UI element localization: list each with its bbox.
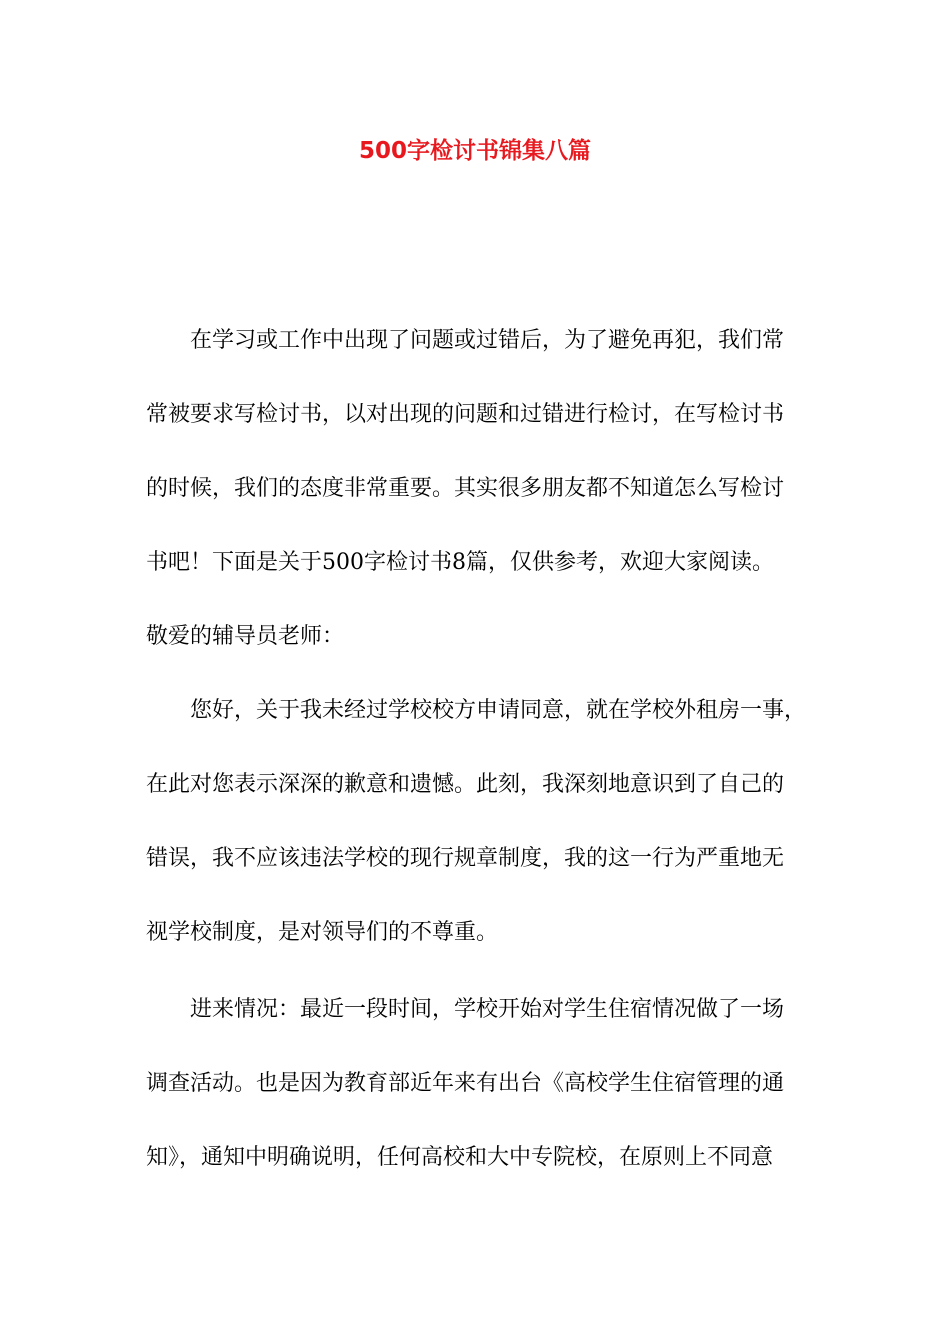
paragraph-line: 进来情况：最近一段时间，学校开始对学生住宿情况做了一场 bbox=[190, 997, 785, 1022]
paragraph-line: 书吧！下面是关于500字检讨书8篇，仅供参考，欢迎大家阅读。 bbox=[146, 550, 774, 575]
paragraph-line: 在此对您表示深深的歉意和遗憾。此刻，我深刻地意识到了自己的 bbox=[146, 772, 785, 797]
document-title: 500字检讨书锦集八篇 bbox=[358, 138, 591, 164]
paragraph-line: 的时候，我们的态度非常重要。其实很多朋友都不知道怎么写检讨 bbox=[146, 476, 785, 501]
paragraph-line: 视学校制度，是对领导们的不尊重。 bbox=[146, 920, 499, 945]
salutation-line: 敬爱的辅导员老师： bbox=[146, 624, 345, 649]
paragraph-line: 您好，关于我未经过学校校方申请同意，就在学校外租房一事， bbox=[190, 698, 807, 723]
paragraph-line: 常被要求写检讨书，以对出现的问题和过错进行检讨，在写检讨书 bbox=[146, 402, 785, 427]
paragraph-line: 错误，我不应该违法学校的现行规章制度，我的这一行为严重地无 bbox=[146, 846, 785, 871]
paragraph-line: 在学习或工作中出现了问题或过错后，为了避免再犯，我们常 bbox=[190, 328, 785, 353]
paragraph-line: 调查活动。也是因为教育部近年来有出台《高校学生住宿管理的通 bbox=[146, 1071, 785, 1096]
paragraph-line: 知》，通知中明确说明，任何高校和大中专院校，在原则上不同意 bbox=[146, 1145, 774, 1170]
